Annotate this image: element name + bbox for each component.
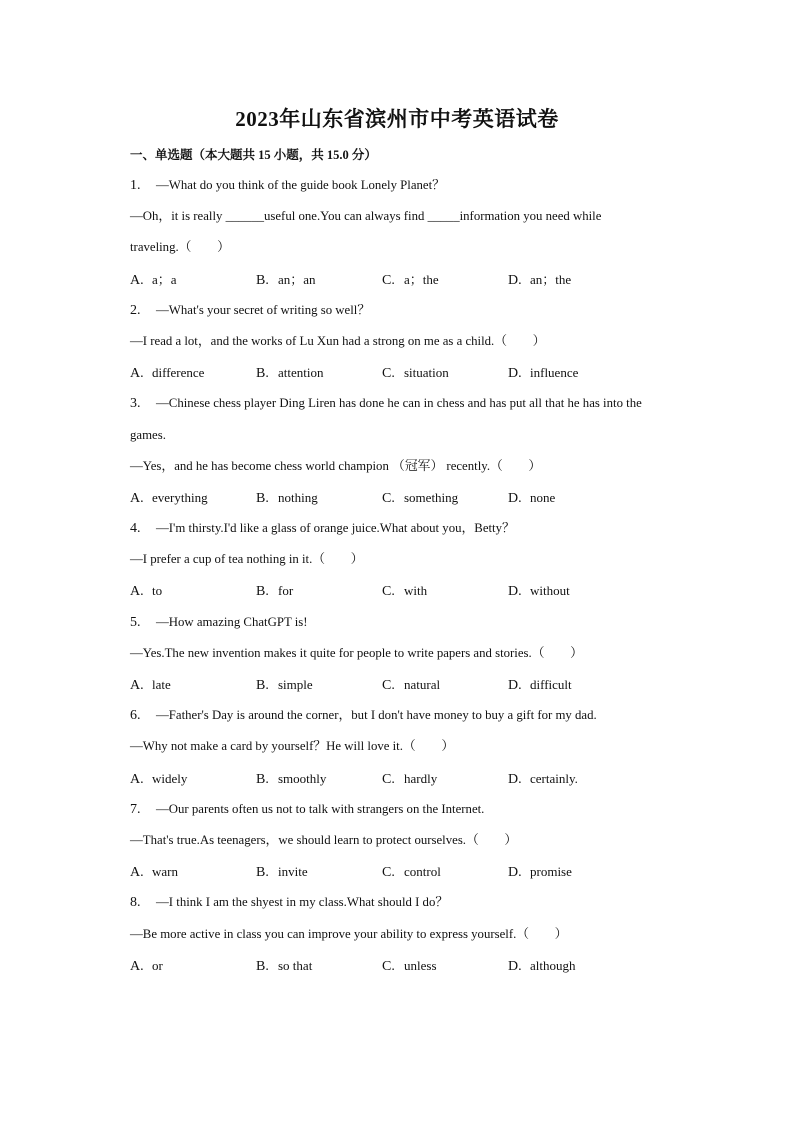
question-list	[130, 170, 700, 981]
question-number: 6.	[130, 708, 141, 724]
answer-option[interactable]	[256, 763, 326, 795]
question-line	[130, 326, 700, 357]
option-text: control	[404, 864, 441, 880]
answer-options	[130, 357, 700, 388]
question-number: 8.	[130, 895, 141, 911]
answer-options	[130, 482, 700, 513]
question-number: 3.	[130, 396, 141, 412]
answer-option[interactable]	[382, 357, 449, 389]
option-text: to	[152, 583, 163, 599]
question-stem	[130, 887, 700, 918]
question-text: —I think I am the shyest in my class.What should I do？	[156, 895, 449, 910]
option-text: so that	[278, 957, 313, 973]
option-text: difference	[152, 365, 205, 381]
option-letter: B.	[256, 366, 269, 382]
question-text: —What do you think of the guide book Lonely Planet？	[156, 178, 445, 192]
option-text: difficult	[530, 677, 572, 692]
option-text: hardly	[404, 770, 438, 786]
answer-option[interactable]	[508, 763, 578, 795]
answer-options	[130, 264, 700, 295]
page-title: 2023年山东省滨州市中考英语试卷	[235, 107, 559, 131]
option-text: natural	[404, 677, 441, 692]
option-letter: B.	[256, 771, 269, 787]
answer-option[interactable]	[256, 856, 308, 888]
option-letter: A.	[130, 272, 144, 288]
question-stem	[130, 700, 700, 731]
answer-option[interactable]	[130, 575, 162, 607]
option-text: something	[404, 489, 459, 505]
option-letter: C.	[382, 958, 395, 974]
question-stem	[130, 295, 700, 326]
option-text: with	[404, 583, 428, 599]
option-letter: C.	[382, 771, 395, 787]
answer-option[interactable]	[382, 482, 458, 514]
option-letter: D.	[508, 771, 522, 787]
option-letter: A.	[130, 584, 144, 600]
answer-option[interactable]	[256, 669, 313, 701]
question-text: —Be more active in class you can improve your ability to express yourself.（ ）	[130, 926, 568, 941]
option-text: none	[530, 489, 556, 505]
option-letter: D.	[508, 865, 522, 881]
question-line	[130, 638, 700, 669]
option-letter: B.	[256, 490, 269, 506]
question-text: —Our parents often us not to talk with strangers on the Internet.	[156, 801, 485, 816]
option-text: influence	[530, 365, 579, 381]
question-number: 7.	[130, 801, 141, 817]
question-text: —I'm thirsty.I'd like a glass of orange juice.What about you，Betty？	[156, 521, 515, 536]
option-text: simple	[278, 677, 313, 692]
question-number: 2.	[130, 302, 141, 318]
option-text: late	[152, 677, 171, 692]
question-line	[130, 731, 700, 762]
option-text: a；the	[404, 271, 439, 287]
option-letter: D.	[508, 678, 522, 693]
option-text: invite	[278, 864, 308, 880]
option-letter: C.	[382, 272, 395, 288]
answer-option[interactable]	[508, 669, 572, 701]
answer-option[interactable]	[382, 950, 437, 982]
option-letter: C.	[382, 584, 395, 600]
option-letter: A.	[130, 958, 144, 974]
answer-option[interactable]	[256, 357, 324, 389]
answer-option[interactable]	[130, 763, 187, 795]
option-letter: B.	[256, 865, 269, 881]
option-letter: D.	[508, 584, 522, 600]
answer-option[interactable]	[382, 856, 441, 888]
question-number: 4.	[130, 521, 141, 537]
option-letter: D.	[508, 958, 522, 974]
question-line	[130, 451, 700, 482]
question-line	[130, 919, 700, 950]
option-letter: B.	[256, 584, 269, 600]
question-text: —Why not make a card by yourself？He will love it.（ ）	[130, 739, 455, 754]
question-text: —I read a lot，and the works of Lu Xun had a strong on me as a child.（ ）	[130, 333, 546, 348]
option-text: nothing	[278, 489, 318, 505]
question-text: —What's your secret of writing so well？	[156, 302, 371, 317]
answer-option[interactable]	[508, 264, 571, 296]
question-text: —Father's Day is around the corner，but I don't have money to buy a gift for my dad.	[156, 708, 597, 723]
option-letter: A.	[130, 678, 144, 693]
answer-option[interactable]	[130, 264, 177, 296]
answer-option[interactable]	[382, 763, 437, 795]
question-stem	[130, 513, 700, 544]
option-letter: C.	[382, 366, 395, 382]
answer-option[interactable]	[382, 575, 427, 607]
option-text: unless	[404, 957, 437, 973]
option-text: widely	[152, 770, 188, 786]
question-text: traveling.（ ）	[130, 240, 230, 255]
answer-options	[130, 669, 700, 700]
answer-option[interactable]	[130, 482, 208, 514]
answer-option[interactable]	[382, 669, 440, 701]
answer-option[interactable]	[256, 575, 293, 607]
question-text: —Yes，and he has become chess world champion （冠军） recently.（ ）	[130, 458, 542, 473]
option-letter: A.	[130, 771, 144, 787]
option-text: an；an	[278, 271, 316, 287]
option-text: for	[278, 583, 294, 599]
answer-option[interactable]	[256, 482, 318, 514]
answer-options	[130, 575, 700, 606]
question-stem	[130, 607, 700, 638]
question-line	[130, 825, 700, 856]
question-stem	[130, 794, 700, 825]
option-letter: B.	[256, 272, 269, 288]
option-text: everything	[152, 489, 208, 505]
option-letter: B.	[256, 678, 269, 693]
option-text: an；the	[530, 271, 572, 287]
question-number: 1.	[130, 178, 141, 193]
answer-option[interactable]	[256, 950, 312, 982]
option-letter: D.	[508, 490, 522, 506]
option-letter: A.	[130, 366, 144, 382]
option-letter: C.	[382, 865, 395, 881]
question-stem	[130, 388, 700, 419]
answer-options	[130, 763, 700, 794]
option-text: although	[530, 957, 576, 973]
option-text: certainly.	[530, 770, 578, 786]
option-letter: C.	[382, 678, 395, 693]
section-heading: 一、单选题（本大题共 15 小题，共 15.0 分）	[130, 148, 377, 162]
question-text: games.	[130, 427, 166, 442]
question-line	[130, 232, 700, 263]
question-text: —Yes.The new invention makes it quite for people to write papers and stories.（ ）	[130, 645, 583, 660]
answer-option[interactable]	[130, 669, 171, 701]
option-letter: D.	[508, 272, 522, 288]
answer-option[interactable]	[508, 482, 555, 514]
question-text: —I prefer a cup of tea nothing in it.（ ）	[130, 552, 364, 567]
answer-options	[130, 856, 700, 887]
option-text: attention	[278, 365, 324, 381]
option-letter: C.	[382, 490, 395, 506]
question-text: —Oh，it is really ______useful one.You can always find _____information you need while	[130, 209, 602, 224]
question-line	[130, 544, 700, 575]
option-letter: A.	[130, 490, 144, 506]
answer-option[interactable]	[508, 950, 576, 982]
option-letter: B.	[256, 958, 269, 974]
answer-option[interactable]	[130, 856, 178, 888]
question-number: 5.	[130, 614, 141, 630]
question-line	[130, 201, 700, 232]
answer-option[interactable]	[508, 575, 570, 607]
answer-option[interactable]	[256, 264, 316, 296]
answer-options	[130, 950, 700, 981]
option-text: warn	[152, 864, 178, 880]
question-line	[130, 420, 700, 451]
answer-option[interactable]	[130, 357, 204, 389]
question-text: —That's true.As teenagers，we should learn to protect ourselves.（ ）	[130, 832, 518, 847]
question-text: —Chinese chess player Ding Liren has done he can in chess and has put all that he has into the	[156, 396, 642, 411]
option-text: promise	[530, 864, 572, 880]
option-text: a；a	[152, 271, 177, 287]
option-text: without	[530, 583, 570, 599]
answer-option[interactable]	[382, 264, 439, 296]
option-text: situation	[404, 365, 449, 381]
option-letter: A.	[130, 865, 144, 881]
answer-option[interactable]	[508, 357, 578, 389]
question-text: —How amazing ChatGPT is!	[156, 614, 308, 629]
option-text: smoothly	[278, 770, 327, 786]
answer-option[interactable]	[130, 950, 163, 982]
option-text: or	[152, 957, 163, 973]
option-letter: D.	[508, 366, 522, 382]
question-stem	[130, 170, 700, 201]
answer-option[interactable]	[508, 856, 572, 888]
